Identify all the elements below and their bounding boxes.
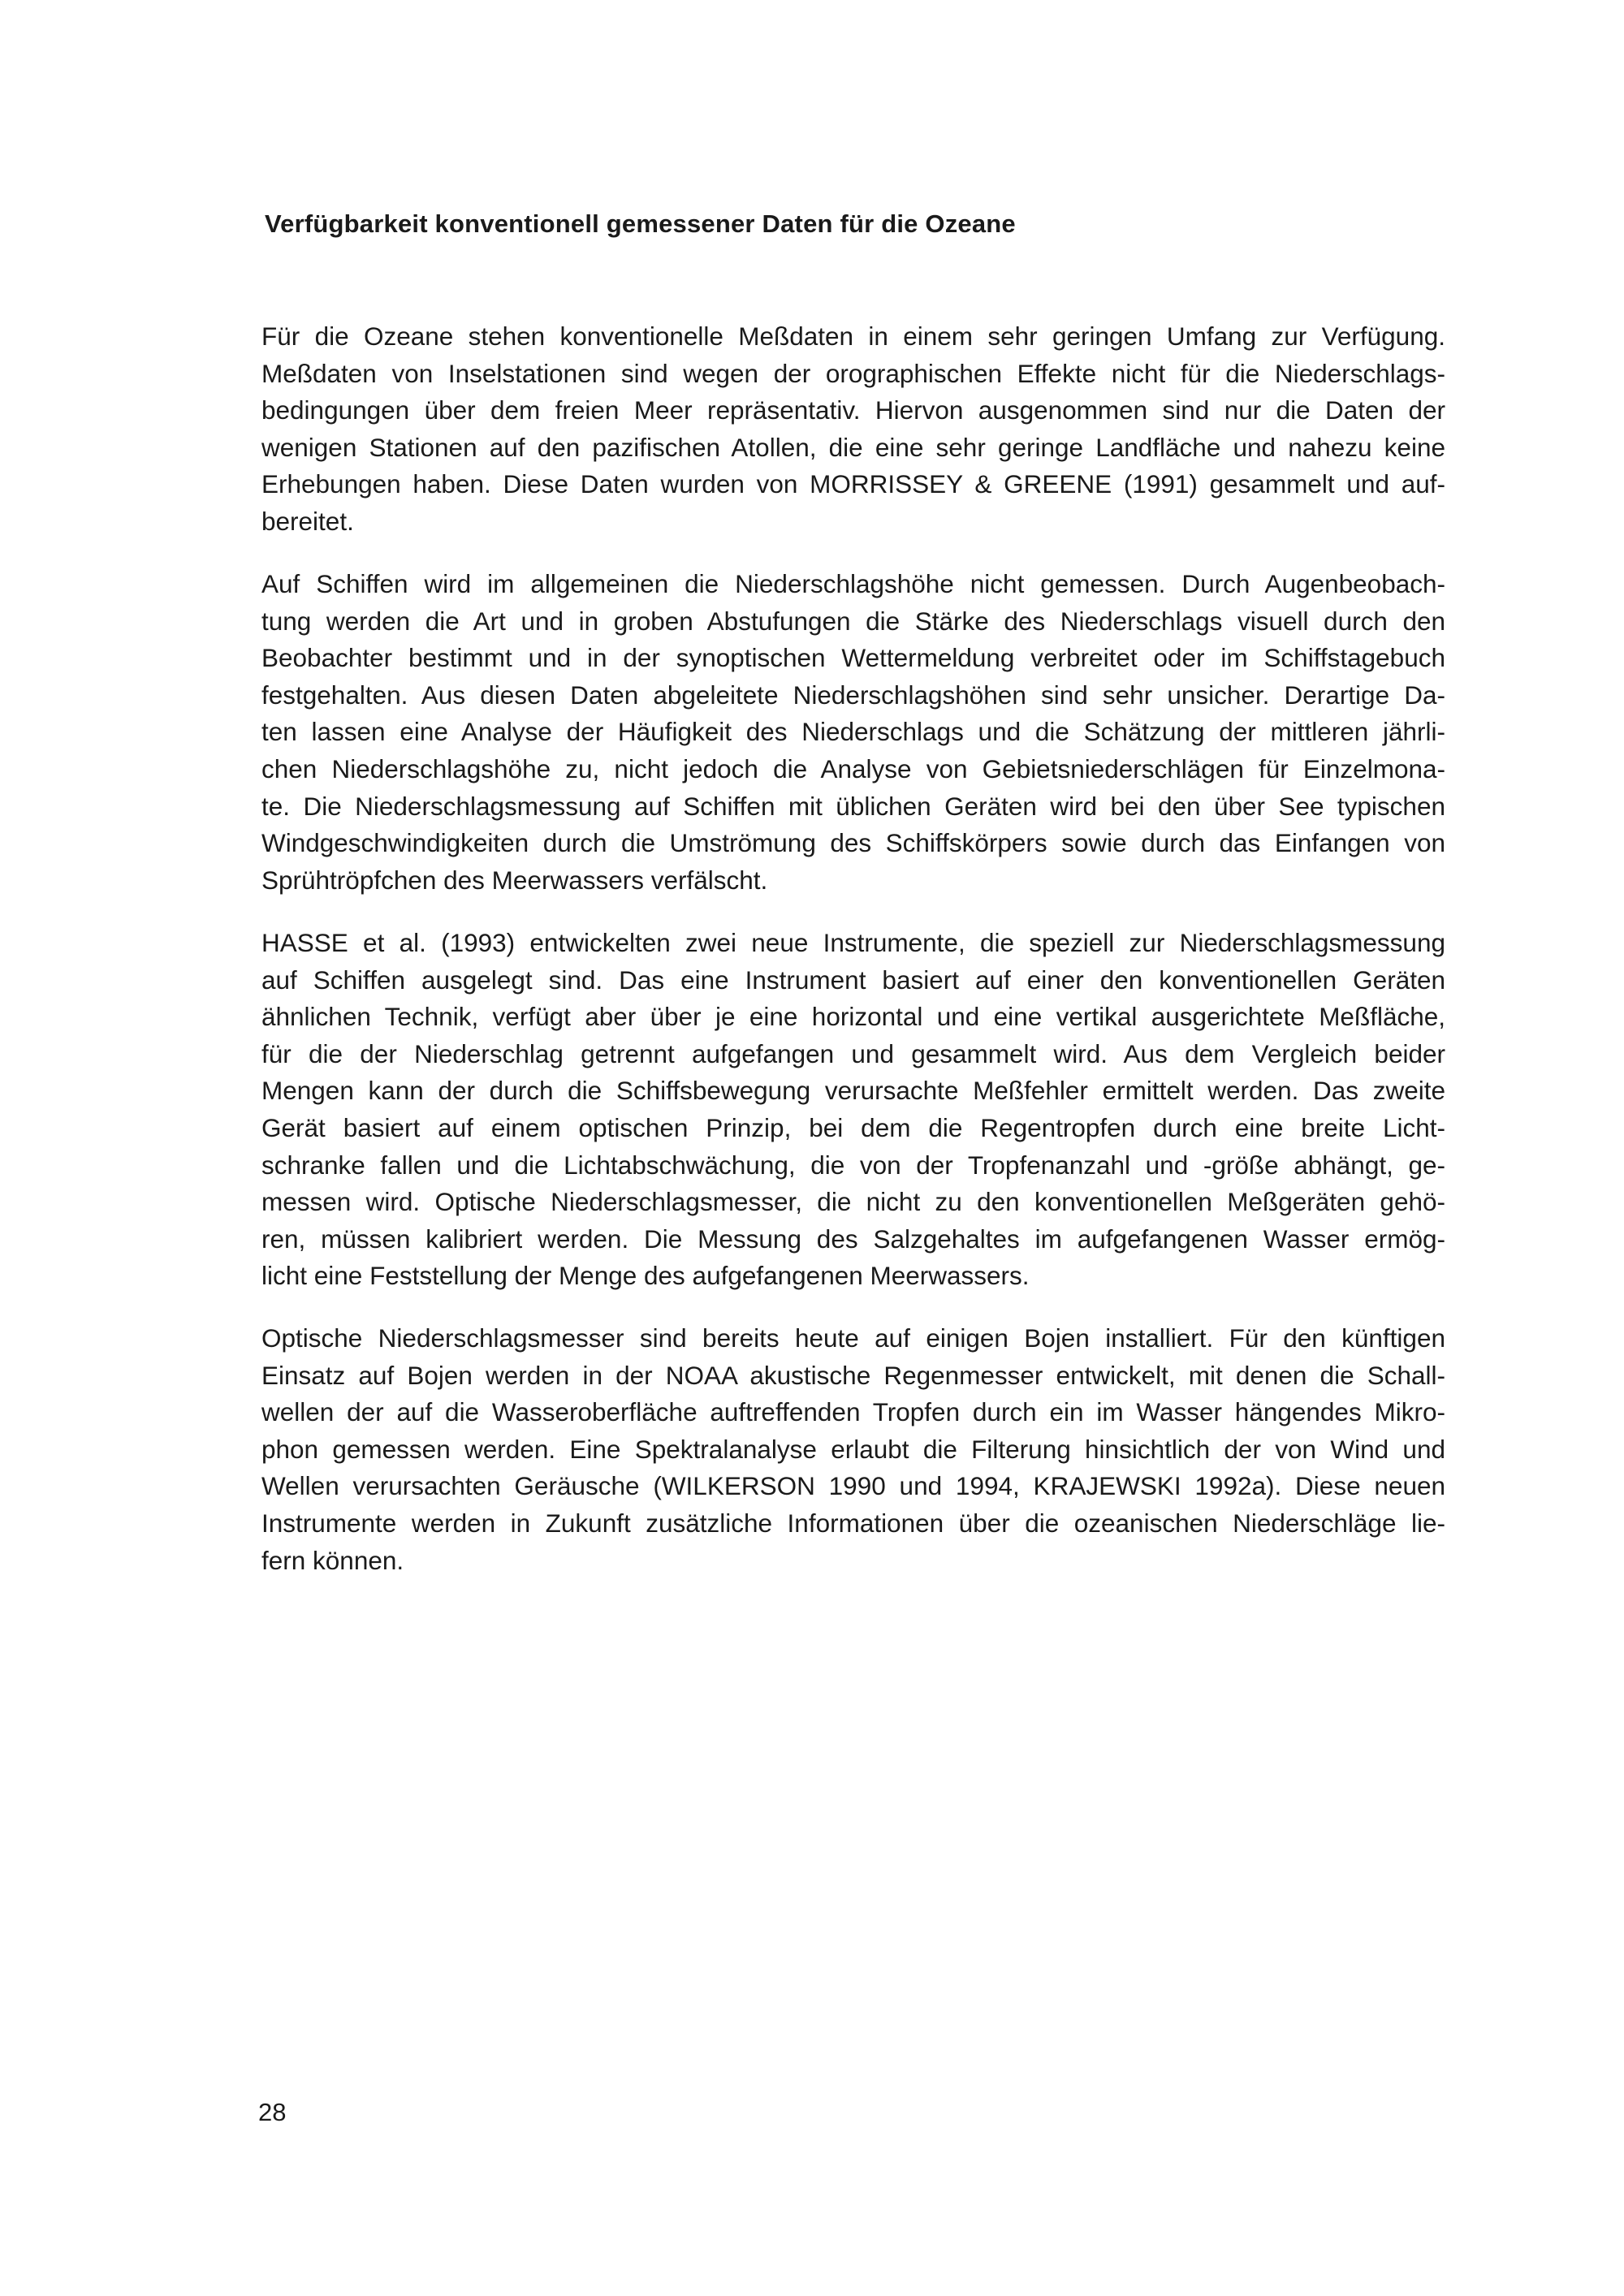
text-line: Optische Niederschlagsmesser sind bereits heute auf einigen Bojen installiert. Für den künftigen bbox=[261, 1323, 1445, 1353]
paragraph-4 bbox=[261, 1320, 1445, 1579]
text-line: Instrumente werden in Zukunft zusätzliche Informationen über die ozeanischen Niederschläge lie- bbox=[261, 1508, 1445, 1538]
section-heading: Verfügbarkeit konventionell gemessener Daten für die Ozeane bbox=[265, 209, 1016, 238]
text-line: Windgeschwindigkeiten durch die Umströmung des Schiffskörpers sowie durch das Einfangen von bbox=[261, 828, 1445, 858]
text-line: messen wird. Optische Niederschlagsmesser, die nicht zu den konventionellen Meßgeräten gehö- bbox=[261, 1187, 1445, 1217]
text-line: HASSE et al. (1993) entwickelten zwei neue Instrumente, die speziell zur Niederschlagsmessung bbox=[261, 928, 1445, 957]
text-line: tung werden die Art und in groben Abstufungen die Stärke des Niederschlags visuell durch den bbox=[261, 606, 1445, 636]
text-line: fern können. bbox=[261, 1545, 404, 1575]
text-line: festgehalten. Aus diesen Daten abgeleitete Niederschlagshöhen sind sehr unsicher. Derartige Da- bbox=[261, 680, 1445, 710]
paragraph-1 bbox=[261, 318, 1445, 541]
paragraph-3 bbox=[261, 925, 1445, 1295]
text-line: Für die Ozeane stehen konventionelle Meßdaten in einem sehr geringen Umfang zur Verfügung. bbox=[261, 322, 1445, 351]
text-line: Meßdaten von Inselstationen sind wegen der orographischen Effekte nicht für die Niederschlags- bbox=[261, 358, 1445, 388]
text-line: Gerät basiert auf einem optischen Prinzip, bei dem die Regentropfen durch eine breite Licht- bbox=[261, 1112, 1445, 1142]
paragraph-2 bbox=[261, 566, 1445, 899]
text-line: für die der Niederschlag getrennt aufgefangen und gesammelt wird. Aus dem Vergleich beider bbox=[261, 1038, 1445, 1068]
text-line: licht eine Feststellung der Menge des aufgefangenen Meerwassers. bbox=[261, 1261, 1030, 1291]
text-line: bedingungen über dem freien Meer repräsentativ. Hiervon ausgenommen sind nur die Daten der bbox=[261, 395, 1445, 425]
text-line: ten lassen eine Analyse der Häufigkeit des Niederschlags und die Schätzung der mittleren jährli- bbox=[261, 717, 1445, 747]
text-line: wellen der auf die Wasseroberfläche auftreffenden Tropfen durch ein im Wasser hängendes Mikro- bbox=[261, 1397, 1445, 1427]
text-line: Mengen kann der durch die Schiffsbewegung verursachte Meßfehler ermittelt werden. Das zweite bbox=[261, 1076, 1445, 1106]
text-line: Einsatz auf Bojen werden in der NOAA akustische Regenmesser entwickelt, mit denen die Schall- bbox=[261, 1360, 1445, 1390]
page-number: 28 bbox=[258, 2098, 287, 2126]
text-line: Auf Schiffen wird im allgemeinen die Niederschlagshöhe nicht gemessen. Durch Augenbeobach- bbox=[261, 569, 1445, 598]
text-line: bereitet. bbox=[261, 506, 354, 536]
text-line: ähnlichen Technik, verfügt aber über je eine horizontal und eine vertikal ausgerichtete Meßfläche, bbox=[261, 1002, 1445, 1032]
text-line: Erhebungen haben. Diese Daten wurden von MORRISSEY & GREENE (1991) gesammelt und auf- bbox=[261, 469, 1445, 499]
text-line: Wellen verursachten Geräusche (WILKERSON 1990 und 1994, KRAJEWSKI 1992a). Diese neuen bbox=[261, 1471, 1445, 1501]
text-line: chen Niederschlagshöhe zu, nicht jedoch die Analyse von Gebietsniederschlägen für Einzelmona- bbox=[261, 753, 1445, 783]
text-line: schranke fallen und die Lichtabschwächung, die von der Tropfenanzahl und -größe abhängt, ge- bbox=[261, 1150, 1445, 1180]
text-line: phon gemessen werden. Eine Spektralanalyse erlaubt die Filterung hinsichtlich der von Wind und bbox=[261, 1434, 1445, 1464]
text-line: wenigen Stationen auf den pazifischen Atollen, die eine sehr geringe Landfläche und nahezu keine bbox=[261, 432, 1445, 462]
text-line: ren, müssen kalibriert werden. Die Messung des Salzgehaltes im aufgefangenen Wasser ermög- bbox=[261, 1224, 1445, 1254]
text-line: te. Die Niederschlagsmessung auf Schiffen mit üblichen Geräten wird bei den über See typischen bbox=[261, 791, 1445, 821]
text-line: Sprühtröpfchen des Meerwassers verfälscht. bbox=[261, 865, 768, 895]
text-line: auf Schiffen ausgelegt sind. Das eine Instrument basiert auf einer den konventionellen Geräten bbox=[261, 965, 1445, 995]
text-line: Beobachter bestimmt und in der synoptischen Wettermeldung verbreitet oder im Schiffstagebuch bbox=[261, 643, 1445, 673]
